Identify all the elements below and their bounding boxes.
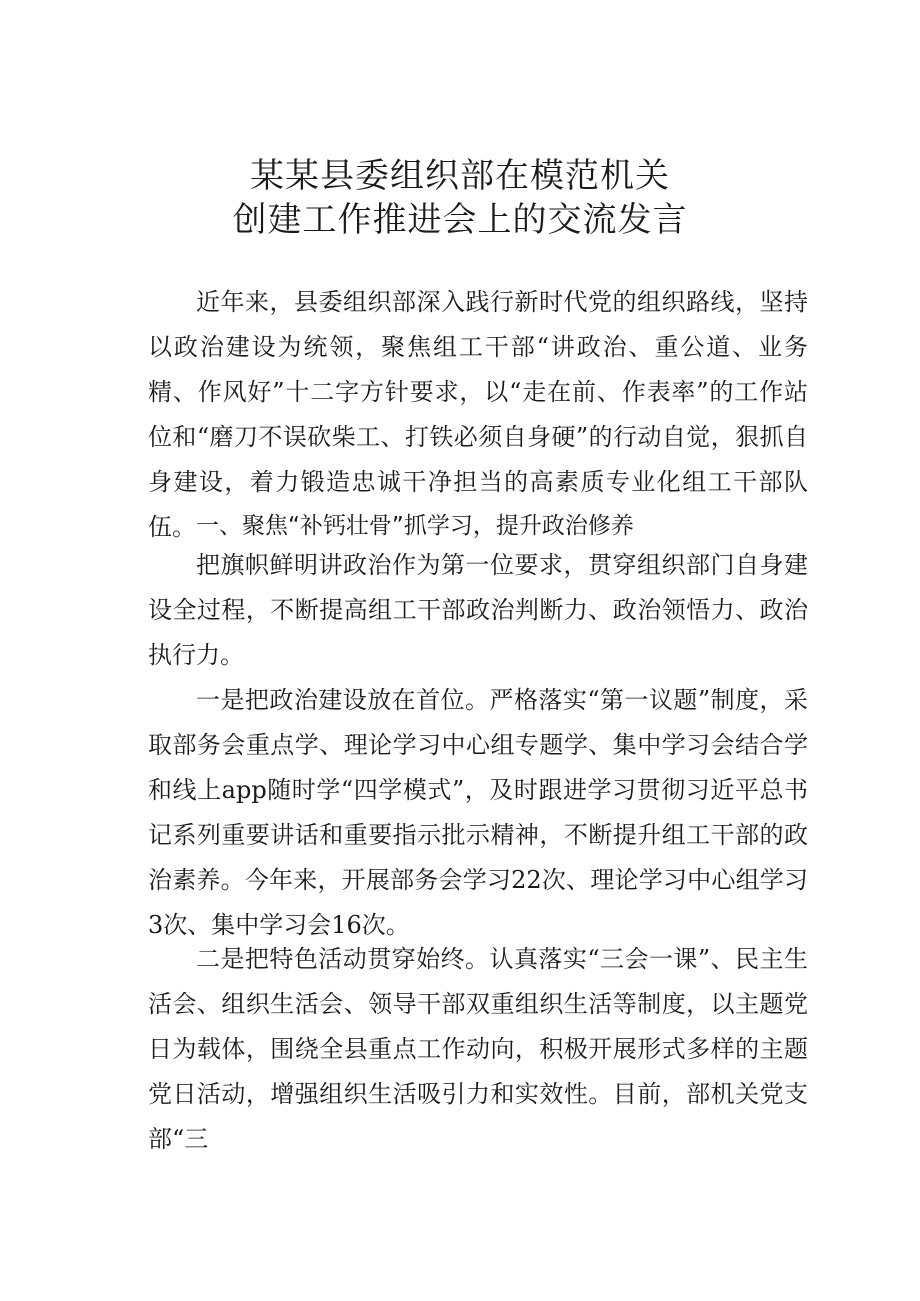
section-1-item-2: 二是把特色活动贯穿始终。认真落实“三会一课”、民主生活会、组织生活会、领导干部双重组织生活等制度，以主题党日为载体，围绕全县重点工作动向，积极开展形式多样的主题党日活动，增强组织生活吸引力和实效性。目前，部机关党支部“三 <box>148 945 808 1153</box>
intro-paragraph: 近年来，县委组织部深入践行新时代党的组织路线，坚持以政治建设为统领，聚焦组工干部“讲政治、重公道、业务精、作风好”十二字方针要求，以“走在前、作表率”的工作站位和“磨刀不误砍柴工、打铁必须自身硬”的行动自觉，狠抓自身建设，着力锻造忠诚干净担当的高素质专业化组工干部队伍。 <box>148 288 808 541</box>
section-1-paragraph: 把旗帜鲜明讲政治作为第一位要求，贯穿组织部门自身建设全过程，不断提高组工干部政治判断力、政治领悟力、政治执行力。 <box>148 551 808 669</box>
document-title-line-2: 创建工作推进会上的交流发言 <box>232 200 688 240</box>
document-title-line-1: 某某县委组织部在模范机关 <box>250 156 670 196</box>
section-1-heading: 一、聚焦“补钙壮骨”抓学习，提升政治修养 <box>196 513 634 539</box>
section-1-item-1: 一是把政治建设放在首位。严格落实“第一议题”制度，采取部务会重点学、理论学习中心组专题学、集中学习会结合学和线上app随时学“四学模式”，及时跟进学习贯彻习近平总书记系列重要讲话和重要指示批示精神，不断提升组工干部的政治素养。今年来，开展部务会学习22次、理论学习中心组学习3次、集中学习会16次。 <box>148 686 808 939</box>
